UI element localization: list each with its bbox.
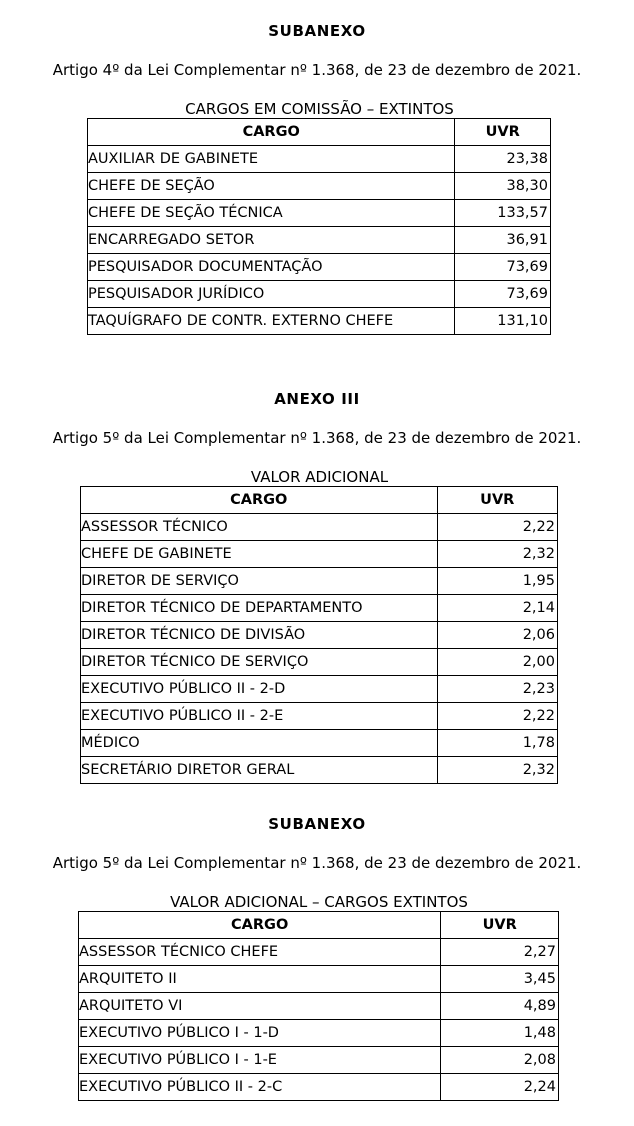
table-header-row: [79, 912, 559, 939]
uvr-cell: 23,38: [455, 146, 551, 173]
cargo-cell: ASSESSOR TÉCNICO CHEFE: [79, 939, 441, 966]
cargo-cell: TAQUÍGRAFO DE CONTR. EXTERNO CHEFE: [88, 308, 455, 335]
uvr-cell: 2,00: [437, 649, 557, 676]
table-row: [81, 730, 558, 757]
cargo-cell: AUXILIAR DE GABINETE: [88, 146, 455, 173]
uvr-cell: 1,78: [437, 730, 557, 757]
cargo-cell: CHEFE DE SEÇÃO: [88, 173, 455, 200]
column-header-cargo: CARGO: [88, 119, 455, 146]
section-3-table-caption: VALOR ADICIONAL – CARGOS EXTINTOS: [170, 893, 468, 911]
column-header-uvr: UVR: [455, 119, 551, 146]
table-row: [81, 757, 558, 784]
table-header-row: [88, 119, 551, 146]
uvr-cell: 131,10: [455, 308, 551, 335]
section-3-law-reference: Artigo 5º da Lei Complementar nº 1.368, de 23 de dezembro de 2021.: [52, 854, 582, 872]
table-row: [81, 514, 558, 541]
table-row: [88, 308, 551, 335]
uvr-cell: 2,32: [437, 541, 557, 568]
uvr-cell: 2,08: [441, 1047, 559, 1074]
section-3-table: [78, 911, 559, 1101]
cargo-cell: PESQUISADOR DOCUMENTAÇÃO: [88, 254, 455, 281]
cargo-cell: EXECUTIVO PÚBLICO II - 2-D: [81, 676, 438, 703]
cargo-cell: DIRETOR TÉCNICO DE DEPARTAMENTO: [81, 595, 438, 622]
cargo-cell: SECRETÁRIO DIRETOR GERAL: [81, 757, 438, 784]
cargo-cell: ARQUITETO VI: [79, 993, 441, 1020]
column-header-cargo: CARGO: [81, 487, 438, 514]
table-row: [88, 146, 551, 173]
table-row: [88, 227, 551, 254]
uvr-cell: 2,32: [437, 757, 557, 784]
table-row: [81, 703, 558, 730]
cargo-cell: ASSESSOR TÉCNICO: [81, 514, 438, 541]
table-row: [81, 541, 558, 568]
section-1-table-caption: CARGOS EM COMISSÃO – EXTINTOS: [185, 100, 454, 118]
column-header-uvr: UVR: [441, 912, 559, 939]
section-1-law-reference: Artigo 4º da Lei Complementar nº 1.368, de 23 de dezembro de 2021.: [52, 61, 582, 79]
uvr-cell: 2,22: [437, 703, 557, 730]
uvr-cell: 2,24: [441, 1074, 559, 1101]
section-2-table-caption: VALOR ADICIONAL: [250, 468, 389, 486]
uvr-cell: 38,30: [455, 173, 551, 200]
table-row: [79, 1074, 559, 1101]
uvr-cell: 2,27: [441, 939, 559, 966]
uvr-cell: 2,14: [437, 595, 557, 622]
table-row: [88, 173, 551, 200]
uvr-cell: 133,57: [455, 200, 551, 227]
uvr-cell: 2,23: [437, 676, 557, 703]
section-1-heading: SUBANEXO: [268, 22, 366, 40]
cargo-cell: EXECUTIVO PÚBLICO I - 1-E: [79, 1047, 441, 1074]
uvr-cell: 1,95: [437, 568, 557, 595]
table-row: [88, 200, 551, 227]
uvr-cell: 1,48: [441, 1020, 559, 1047]
cargo-cell: DIRETOR TÉCNICO DE SERVIÇO: [81, 649, 438, 676]
table-row: [79, 1020, 559, 1047]
uvr-cell: 36,91: [455, 227, 551, 254]
table-row: [79, 993, 559, 1020]
uvr-cell: 3,45: [441, 966, 559, 993]
cargo-cell: EXECUTIVO PÚBLICO II - 2-E: [81, 703, 438, 730]
section-1-table: [87, 118, 551, 335]
table-row: [88, 254, 551, 281]
table-row: [81, 622, 558, 649]
uvr-cell: 73,69: [455, 281, 551, 308]
table-row: [81, 595, 558, 622]
table-row: [79, 1047, 559, 1074]
column-header-cargo: CARGO: [79, 912, 441, 939]
section-3-heading: SUBANEXO: [268, 815, 366, 833]
column-header-uvr: UVR: [437, 487, 557, 514]
cargo-cell: CHEFE DE GABINETE: [81, 541, 438, 568]
cargo-cell: CHEFE DE SEÇÃO TÉCNICA: [88, 200, 455, 227]
uvr-cell: 2,06: [437, 622, 557, 649]
table-row: [81, 676, 558, 703]
uvr-cell: 4,89: [441, 993, 559, 1020]
table-row: [79, 966, 559, 993]
table-header-row: [81, 487, 558, 514]
uvr-cell: 73,69: [455, 254, 551, 281]
cargo-cell: ENCARREGADO SETOR: [88, 227, 455, 254]
section-2-law-reference: Artigo 5º da Lei Complementar nº 1.368, de 23 de dezembro de 2021.: [52, 429, 582, 447]
table-row: [81, 568, 558, 595]
cargo-cell: EXECUTIVO PÚBLICO I - 1-D: [79, 1020, 441, 1047]
cargo-cell: DIRETOR DE SERVIÇO: [81, 568, 438, 595]
cargo-cell: DIRETOR TÉCNICO DE DIVISÃO: [81, 622, 438, 649]
cargo-cell: PESQUISADOR JURÍDICO: [88, 281, 455, 308]
table-row: [79, 939, 559, 966]
cargo-cell: ARQUITETO II: [79, 966, 441, 993]
uvr-cell: 2,22: [437, 514, 557, 541]
table-row: [81, 649, 558, 676]
cargo-cell: EXECUTIVO PÚBLICO II - 2-C: [79, 1074, 441, 1101]
cargo-cell: MÉDICO: [81, 730, 438, 757]
section-2-table: [80, 486, 558, 784]
section-2-heading: ANEXO III: [274, 390, 360, 408]
table-row: [88, 281, 551, 308]
